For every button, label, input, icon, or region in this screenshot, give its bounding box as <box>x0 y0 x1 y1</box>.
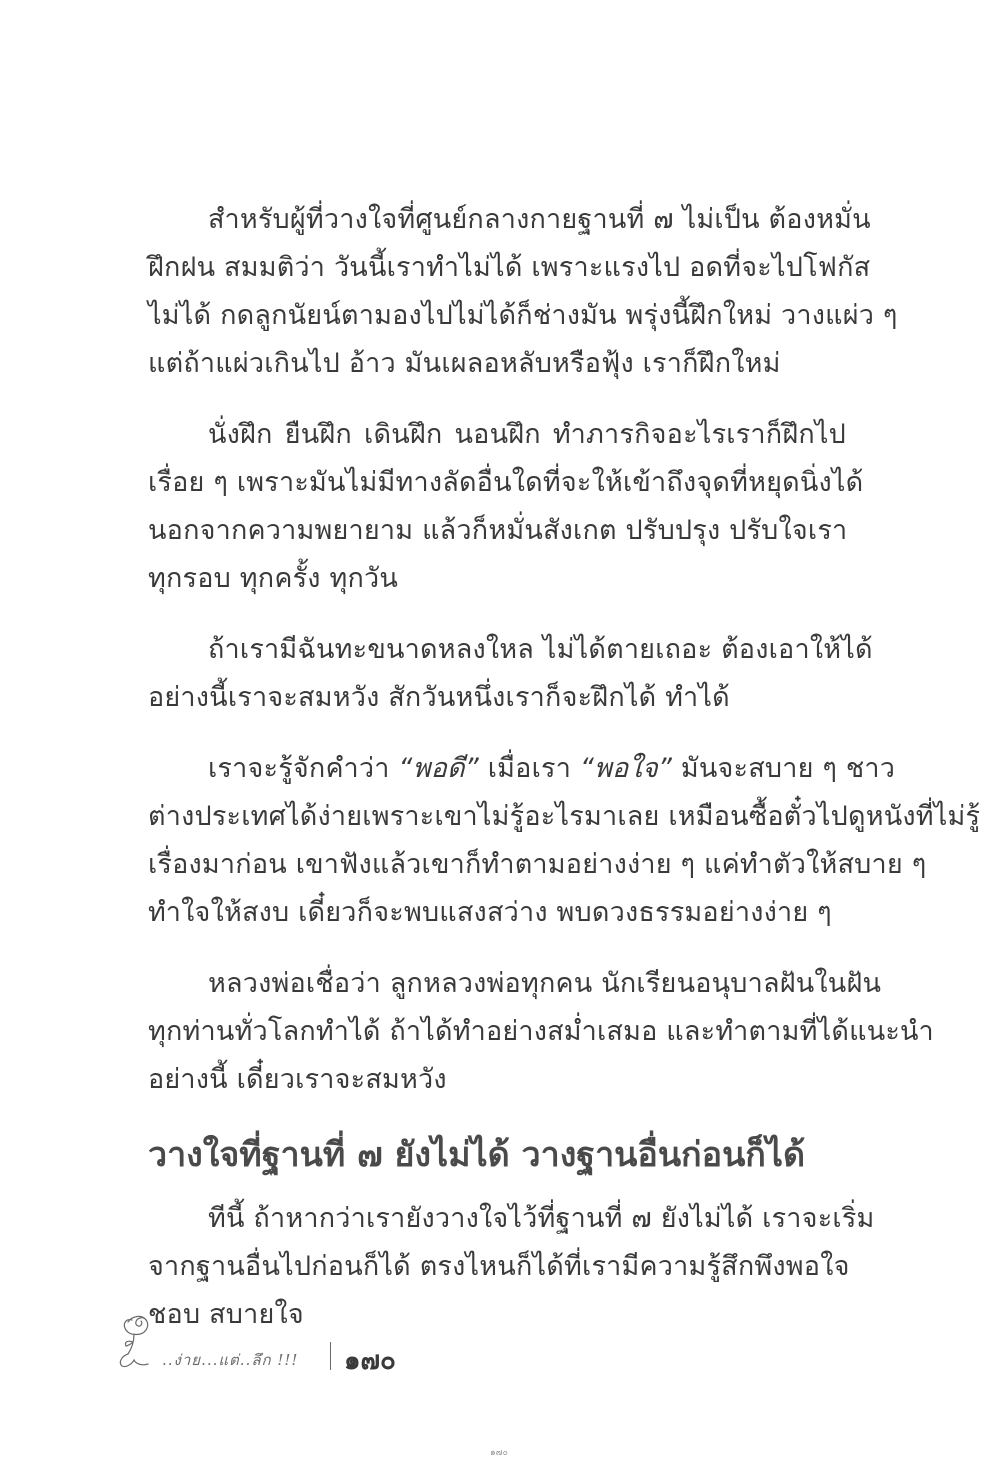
page-number: ๑๗๐ <box>344 1346 396 1376</box>
text-line: ไม่ได้ กดลูกนัยน์ตามองไปไม่ได้ก็ช่างมัน พรุ่งนี้ฝึกใหม่ วางแผ่ว ๆ <box>148 300 898 331</box>
text-segment: เมื่อเรา <box>478 753 580 784</box>
page-footer <box>112 1312 452 1376</box>
text-line: นั่งฝึก ยืนฝึก เดินฝึก นอนฝึก ทำภารกิจอะไรเราก็ฝึกไป <box>208 419 846 450</box>
signature-text: ..ง่าย...แต่..ลึก !!! <box>162 1351 299 1369</box>
body-text <box>148 196 981 1362</box>
text-line <box>148 745 896 793</box>
print-page-number: ๑๗๐ <box>490 1448 508 1458</box>
text-line: ถ้าเรามีฉันทะขนาดหลงใหล ไม่ได้ตายเถอะ ต้องเอาให้ได้ <box>208 634 873 665</box>
text-line: อย่างนี้ เดี๋ยวเราจะสมหวัง <box>148 1064 447 1095</box>
text-segment: มันจะสบาย ๆ ชาว <box>672 753 896 784</box>
text-line: สำหรับผู้ที่วางใจที่ศูนย์กลางกายฐานที่ ๗ ไม่เป็น ต้องหมั่น <box>208 204 871 235</box>
text-line: ทำใจให้สงบ เดี๋ยวก็จะพบแสงสว่าง พบดวงธรรมอย่างง่าย ๆ <box>148 897 832 928</box>
text-line: อย่างนี้เราจะสมหวัง สักวันหนึ่งเราก็จะฝึกได้ ทำได้ <box>148 682 730 713</box>
text-line: เรื่องมาก่อน เขาฟังแล้วเขาก็ทำตามอย่างง่าย ๆ แค่ทำตัวให้สบาย ๆ <box>148 849 927 880</box>
paragraph-4 <box>148 745 981 937</box>
text-line: ทุกรอบ ทุกครั้ง ทุกวัน <box>148 563 399 594</box>
text-segment: เราจะรู้จักคำว่า <box>208 753 399 784</box>
paragraph-3 <box>148 626 873 722</box>
paragraph-1 <box>148 196 898 388</box>
emphasis-text: “พอดี” <box>398 753 479 784</box>
text-line: ชอบ สบายใจ <box>148 1299 304 1330</box>
paragraph-5 <box>148 960 934 1104</box>
text-line: ทุกท่านทั่วโลกทำได้ ถ้าได้ทำอย่างสม่ำเสมอ และทำตามที่ได้แนะนำ <box>148 1016 934 1047</box>
emphasis-text: “พอใจ” <box>579 753 673 784</box>
text-line: เรื่อย ๆ เพราะมันไม่มีทางลัดอื่นใดที่จะให้เข้าถึงจุดที่หยุดนิ่งได้ <box>148 467 864 498</box>
text-line: ทีนี้ ถ้าหากว่าเรายังวางใจไว้ที่ฐานที่ ๗ ยังไม่ได้ เราจะเริ่ม <box>208 1203 875 1234</box>
text-line: จากฐานอื่นไปก่อนก็ได้ ตรงไหนก็ได้ที่เรามีความรู้สึกพึงพอใจ <box>148 1251 850 1282</box>
paragraph-2 <box>148 411 864 603</box>
text-line: แต่ถ้าแผ่วเกินไป อ้าว มันเผลอหลับหรือฟุ้ง เราก็ฝึกใหม่ <box>148 348 781 379</box>
text-line: ฝึกฝน สมมติว่า วันนี้เราทำไม่ได้ เพราะแรงไป อดที่จะไปโฟกัส <box>148 252 871 283</box>
text-line: หลวงพ่อเชื่อว่า ลูกหลวงพ่อทุกคน นักเรียนอนุบาลฝันในฝัน <box>208 968 882 999</box>
section-heading: วางใจที่ฐานที่ ๗ ยังไม่ได้ วางฐานอื่นก่อนก็ได้ <box>148 1135 806 1175</box>
footer-divider <box>330 1342 331 1370</box>
text-line: นอกจากความพยายาม แล้วก็หมั่นสังเกต ปรับปรุง ปรับใจเรา <box>148 515 848 546</box>
text-line: ต่างประเทศได้ง่ายเพราะเขาไม่รู้อะไรมาเลย เหมือนซื้อตั๋วไปดูหนังที่ไม่รู้ <box>148 801 981 832</box>
